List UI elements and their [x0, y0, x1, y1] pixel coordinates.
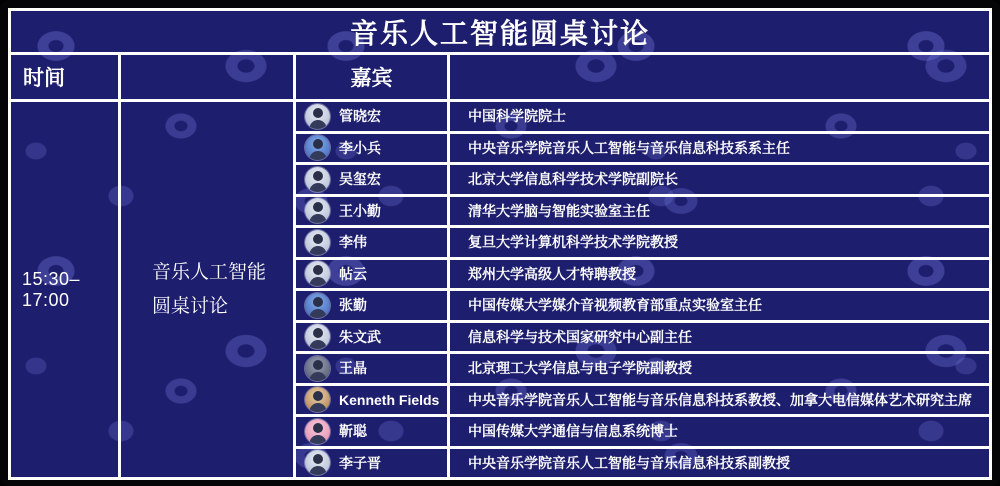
- guest-avatar: [305, 261, 330, 286]
- guest-column-header: [296, 55, 450, 99]
- guest-name: 靳聪: [339, 423, 367, 440]
- session-name-line1: 音乐人工智能: [152, 261, 267, 283]
- guest-row: [296, 417, 989, 449]
- guest-avatar: [305, 230, 330, 255]
- guest-row: [296, 102, 989, 134]
- session-name-line2: 圆桌讨论: [152, 295, 229, 317]
- guest-row: [296, 354, 989, 386]
- guest-name-cell: [296, 197, 450, 226]
- guest-name-cell: [296, 260, 450, 289]
- guest-avatar: [305, 419, 330, 444]
- guest-name: 李小兵: [339, 139, 381, 156]
- guest-avatar: [305, 324, 330, 349]
- guest-avatar: [305, 356, 330, 381]
- guest-name: 张勤: [339, 297, 367, 314]
- guest-name-cell: [296, 354, 450, 383]
- guest-affiliation: 郑州大学高级人才特聘教授: [468, 265, 636, 282]
- guest-name-cell: [296, 134, 450, 163]
- guest-avatar: [305, 135, 330, 160]
- guest-affiliation: 中央音乐学院音乐人工智能与音乐信息科技系副教授: [468, 454, 790, 471]
- guest-name-cell: [296, 291, 450, 320]
- guest-name: 李子晋: [339, 454, 381, 471]
- guest-affiliation: 清华大学脑与智能实验室主任: [468, 202, 650, 219]
- guest-affiliation: 中央音乐学院音乐人工智能与音乐信息科技系系主任: [468, 139, 790, 156]
- guest-name-cell: [296, 102, 450, 131]
- guest-affiliation: 中国科学院院士: [468, 108, 566, 125]
- guest-name: 帖云: [339, 265, 367, 282]
- guest-name-cell: [296, 228, 450, 257]
- guest-avatar: [305, 293, 330, 318]
- guest-row: [296, 386, 989, 418]
- guest-avatar: [305, 198, 330, 223]
- guest-avatar: [305, 387, 330, 412]
- guest-row: [296, 165, 989, 197]
- guest-name: 李伟: [339, 234, 367, 251]
- guest-name: Kenneth Fields: [339, 391, 440, 408]
- guest-name-cell: [296, 417, 450, 446]
- guest-affiliation: 中国传媒大学媒介音视频教育部重点实验室主任: [468, 297, 762, 314]
- schedule-body: [11, 102, 989, 477]
- schedule-table: [8, 8, 992, 480]
- header-row: [11, 55, 989, 102]
- session-time-cell: [11, 102, 121, 477]
- guest-row: [296, 228, 989, 260]
- guest-affiliation: 北京理工大学信息与电子学院副教授: [468, 360, 692, 377]
- guest-name-cell: [296, 323, 450, 352]
- session-column-header-spacer: [121, 55, 296, 99]
- guest-name: 王小勤: [339, 202, 381, 219]
- guest-avatar: [305, 450, 330, 475]
- affiliation-column-header-spacer: [450, 55, 989, 99]
- guest-affiliation: 北京大学信息科学技术学院副院长: [468, 171, 678, 188]
- guest-name: 吴玺宏: [339, 171, 381, 188]
- guest-name: 王晶: [339, 360, 367, 377]
- guest-row: [296, 134, 989, 166]
- guest-row: [296, 197, 989, 229]
- time-column-header-label: 时间: [23, 67, 65, 90]
- guest-name-cell: [296, 449, 450, 478]
- page-title: 音乐人工智能圆桌讨论: [349, 17, 650, 49]
- guest-affiliation: 信息科学与技术国家研究中心副主任: [468, 328, 692, 345]
- guest-row: [296, 291, 989, 323]
- guest-column-header-label: 嘉宾: [350, 67, 393, 90]
- guest-row: [296, 323, 989, 355]
- guest-name-cell: [296, 165, 450, 194]
- guest-affiliation: 中国传媒大学通信与信息系统博士: [468, 423, 678, 440]
- guest-list: [296, 102, 989, 477]
- guest-name-cell: [296, 386, 450, 415]
- title-row: [11, 11, 989, 55]
- time-column-header: [11, 55, 121, 99]
- session-name-cell: [121, 102, 296, 477]
- guest-affiliation: 复旦大学计算机科学技术学院教授: [468, 234, 678, 251]
- guest-row: [296, 449, 989, 478]
- guest-row: [296, 260, 989, 292]
- guest-name: 朱文武: [339, 328, 381, 345]
- session-time: 15:30–17:00: [22, 268, 81, 310]
- guest-avatar: [305, 167, 330, 192]
- guest-name: 管晓宏: [339, 108, 381, 125]
- guest-affiliation: 中央音乐学院音乐人工智能与音乐信息科技系教授、加拿大电信媒体艺术研究主席: [468, 391, 972, 408]
- guest-avatar: [305, 104, 330, 129]
